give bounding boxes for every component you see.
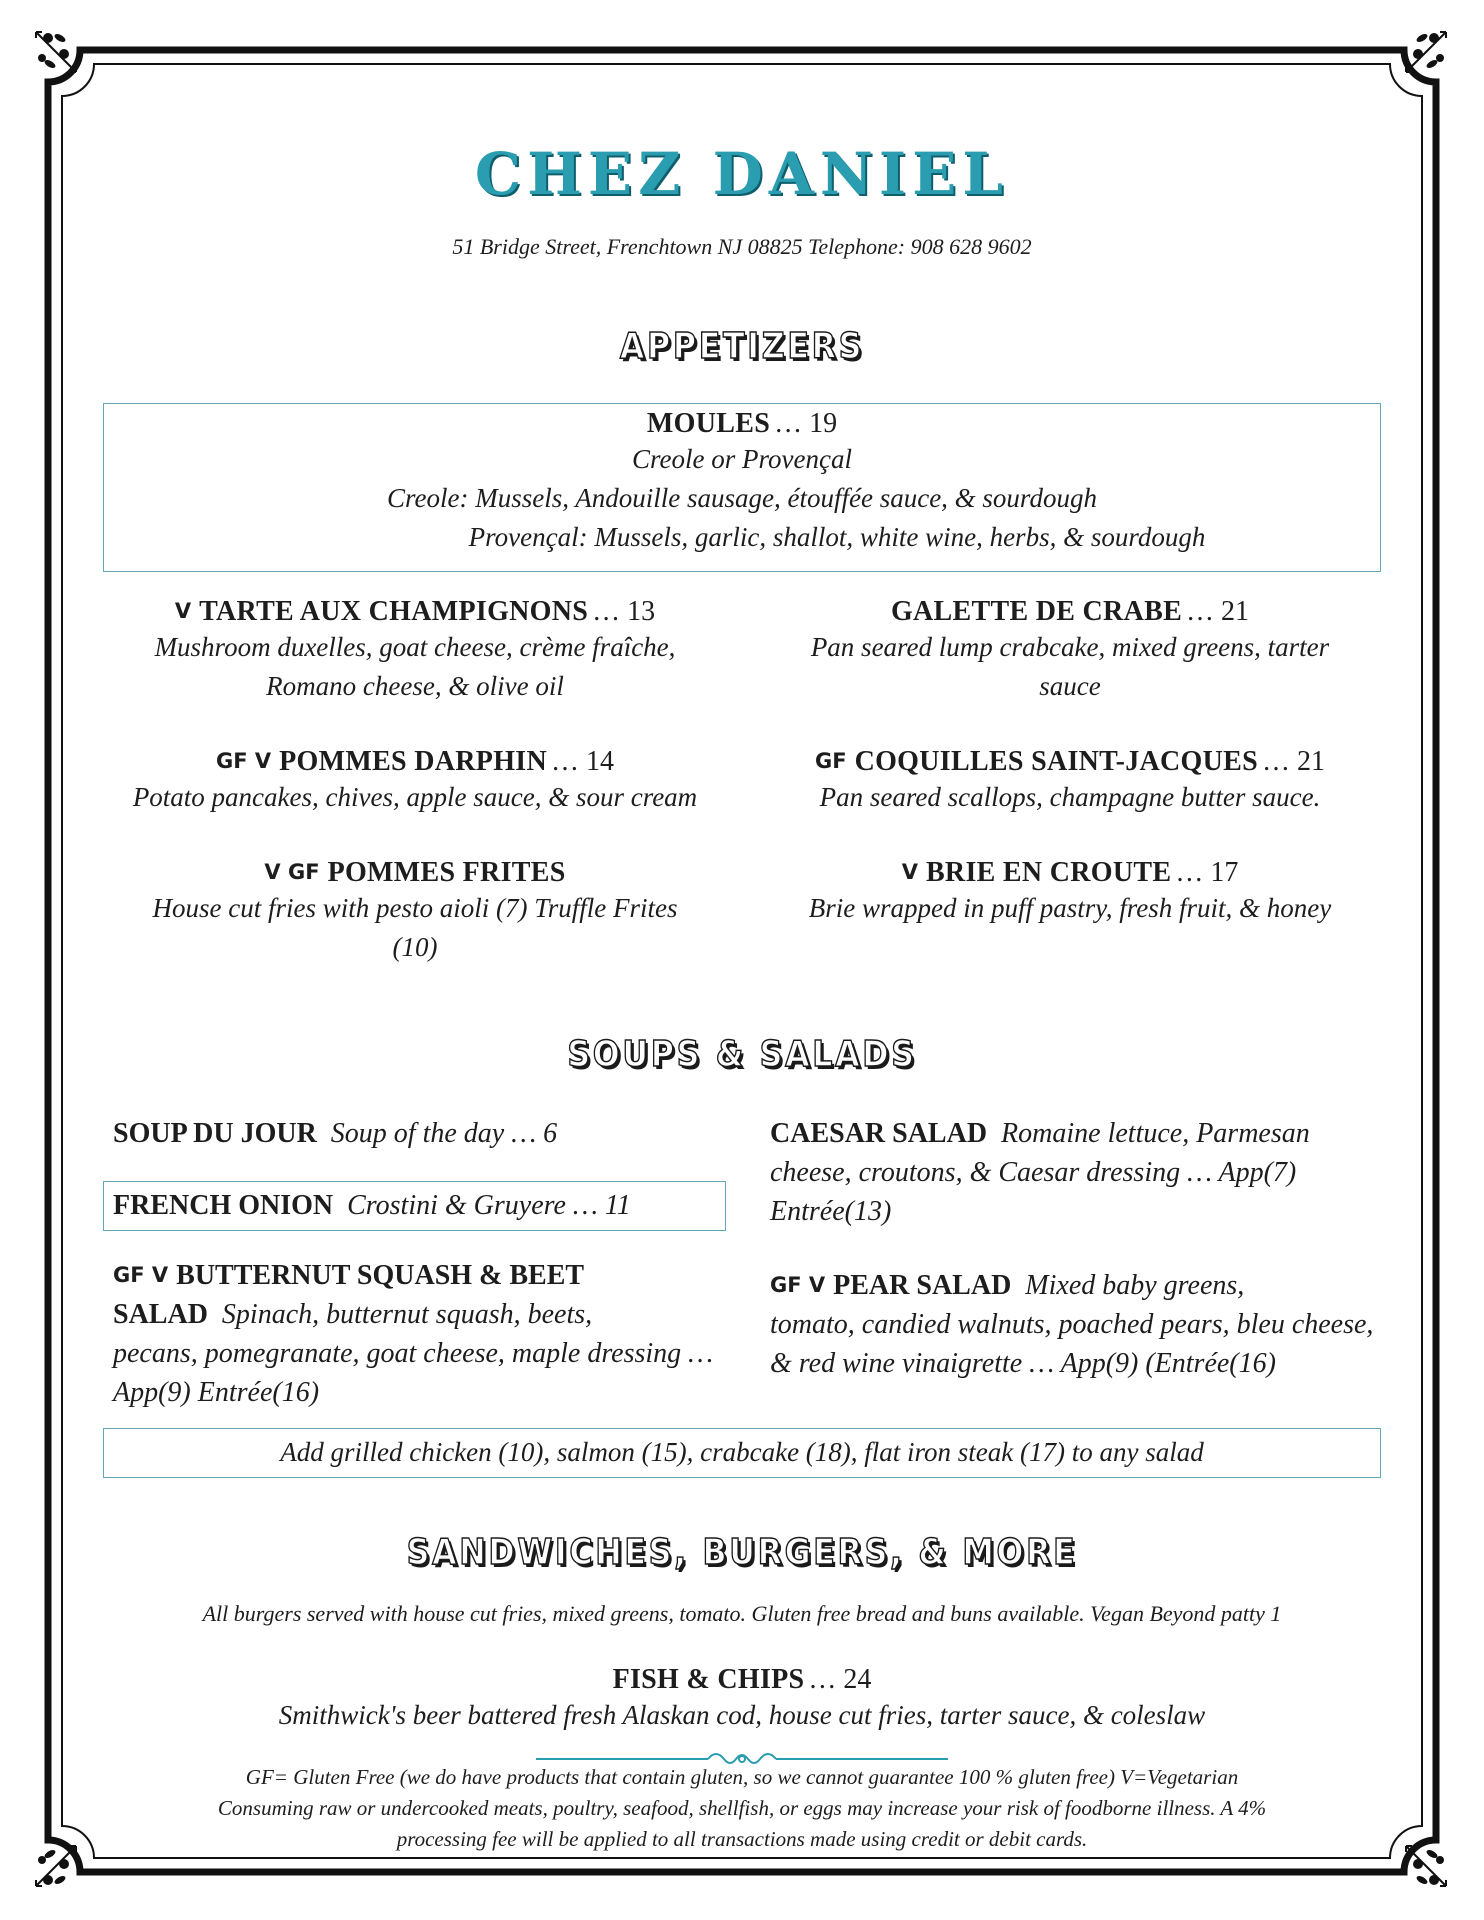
item-name: MOULES bbox=[646, 408, 771, 439]
restaurant-address: 51 Bridge Street, Frenchtown NJ 08825 Telephone: 908 628 9602 bbox=[452, 234, 1032, 259]
item-name: TARTE AUX CHAMPIGNONS bbox=[199, 596, 589, 627]
menu-item-caesar-salad bbox=[770, 1114, 1380, 1231]
menu-item-darphin bbox=[110, 746, 720, 817]
floral-sprig-icon bbox=[1398, 24, 1454, 80]
item-name: PEAR SALAD bbox=[833, 1270, 1012, 1301]
item-desc: Creole: Mussels, Andouille sausage, étouffée sauce, & sourdough bbox=[387, 483, 1097, 513]
footer-health-warning: Consuming raw or undercooked meats, poultry, seafood, shellfish, or eggs may increase your risk of foodborne illness. A 4% bbox=[217, 1796, 1267, 1820]
item-desc: tomato, candied walnuts, poached pears, bleu cheese, bbox=[770, 1309, 1374, 1340]
dietary-tag: V bbox=[174, 599, 192, 623]
menu-item-butternut-salad bbox=[113, 1256, 723, 1412]
item-desc: Potato pancakes, chives, apple sauce, & sour cream bbox=[132, 782, 698, 812]
item-desc: House cut fries with pesto aioli (7) Truffle Frites bbox=[152, 893, 678, 923]
floral-sprig-icon bbox=[28, 24, 84, 80]
item-desc: pecans, pomegranate, goat cheese, maple dressing … bbox=[113, 1338, 714, 1369]
item-price: … 21 bbox=[1186, 596, 1250, 627]
menu-item-fish-chips bbox=[0, 1664, 1484, 1735]
menu-item-pear-salad bbox=[770, 1266, 1380, 1383]
item-desc: (10) bbox=[392, 932, 438, 962]
item-desc: Crostini & Gruyere … 11 bbox=[347, 1190, 631, 1221]
item-name: POMMES DARPHIN bbox=[279, 746, 547, 777]
menu-item-frites bbox=[110, 857, 720, 967]
item-name: GALETTE DE CRABE bbox=[890, 596, 1183, 627]
item-desc: cheese, croutons, & Caesar dressing … App(7) bbox=[770, 1157, 1297, 1188]
item-price: … 24 bbox=[808, 1664, 872, 1695]
item-name: FISH & CHIPS bbox=[612, 1664, 805, 1695]
menu-item-tarte bbox=[110, 596, 720, 706]
item-desc: sauce bbox=[1039, 671, 1101, 701]
item-desc: Pan seared lump crabcake, mixed greens, tarter bbox=[810, 632, 1330, 662]
item-name: SALAD bbox=[113, 1299, 208, 1330]
salad-addons-note: Add grilled chicken (10), salmon (15), crabcake (18), flat iron steak (17) to any salad bbox=[280, 1437, 1204, 1467]
item-price: … 13 bbox=[592, 596, 656, 627]
item-name: POMMES FRITES bbox=[327, 857, 566, 888]
item-desc: App(9) Entrée(16) bbox=[113, 1377, 320, 1408]
section-title-soups-salads: SOUPS & SALADS bbox=[567, 1034, 917, 1075]
item-desc: Smithwick's beer battered fresh Alaskan cod, house cut fries, tarter sauce, & coleslaw bbox=[278, 1700, 1206, 1730]
item-name: BUTTERNUT SQUASH & BEET bbox=[176, 1260, 585, 1291]
item-name: BRIE EN CROUTE bbox=[925, 857, 1172, 888]
menu-item-brie bbox=[760, 857, 1380, 928]
item-desc: Soup of the day … 6 bbox=[330, 1118, 558, 1149]
item-desc: Mushroom duxelles, goat cheese, crème fraîche, bbox=[154, 632, 676, 662]
item-desc: Brie wrapped in puff pastry, fresh fruit, & honey bbox=[808, 893, 1332, 923]
item-name: FRENCH ONION bbox=[113, 1190, 334, 1221]
dietary-tag: GF V bbox=[113, 1263, 169, 1287]
item-desc: Entrée(13) bbox=[770, 1196, 892, 1227]
menu-item-coquilles bbox=[760, 746, 1380, 817]
dietary-tag: GF V bbox=[770, 1273, 826, 1297]
item-desc: Romaine lettuce, Parmesan bbox=[1001, 1118, 1310, 1149]
item-price: … 14 bbox=[551, 746, 614, 777]
item-desc: Creole or Provençal bbox=[632, 444, 852, 474]
item-name: COQUILLES SAINT-JACQUES bbox=[854, 746, 1259, 777]
item-name: CAESAR SALAD bbox=[770, 1118, 988, 1149]
restaurant-name: CHEZ DANIEL bbox=[474, 140, 1010, 208]
menu-item-galette bbox=[760, 596, 1380, 706]
footer-processing-fee: processing fee will be applied to all transactions made using credit or debit cards. bbox=[396, 1827, 1088, 1851]
item-price: … 19 bbox=[774, 408, 838, 439]
item-desc: & red wine vinaigrette … App(9) (Entrée(16) bbox=[770, 1348, 1276, 1379]
section-title-appetizers: APPETIZERS bbox=[619, 326, 865, 367]
item-price: … 21 bbox=[1262, 746, 1326, 777]
item-name: SOUP DU JOUR bbox=[113, 1118, 317, 1149]
item-desc: Provençal: Mussels, garlic, shallot, white wine, herbs, & sourdough bbox=[468, 522, 1206, 552]
menu-item-soup-du-jour bbox=[113, 1114, 713, 1153]
burger-note: All burgers served with house cut fries, mixed greens, tomato. Gluten free bread and buns available. Vegan Beyond patty 1 bbox=[202, 1601, 1282, 1626]
item-price: … 17 bbox=[1175, 857, 1239, 888]
dietary-tag: V GF bbox=[264, 860, 320, 884]
menu-item-french-onion bbox=[113, 1186, 713, 1225]
menu-item-moules bbox=[103, 408, 1381, 557]
item-desc: Pan seared scallops, champagne butter sauce. bbox=[819, 782, 1321, 812]
item-desc: Romano cheese, & olive oil bbox=[266, 671, 564, 701]
dietary-tag: V bbox=[901, 860, 918, 884]
item-desc: Mixed baby greens, bbox=[1025, 1270, 1245, 1301]
section-title-sandwiches: SANDWICHES, BURGERS, & MORE bbox=[406, 1532, 1078, 1573]
footer-gluten-note: GF= Gluten Free (we do have products that contain gluten, so we cannot guarantee 100 % gluten free) V=Vegetarian bbox=[245, 1765, 1239, 1789]
dietary-tag: GF V bbox=[215, 749, 272, 773]
dietary-tag: GF bbox=[814, 749, 847, 773]
item-desc: Spinach, butternut squash, beets, bbox=[221, 1299, 593, 1330]
